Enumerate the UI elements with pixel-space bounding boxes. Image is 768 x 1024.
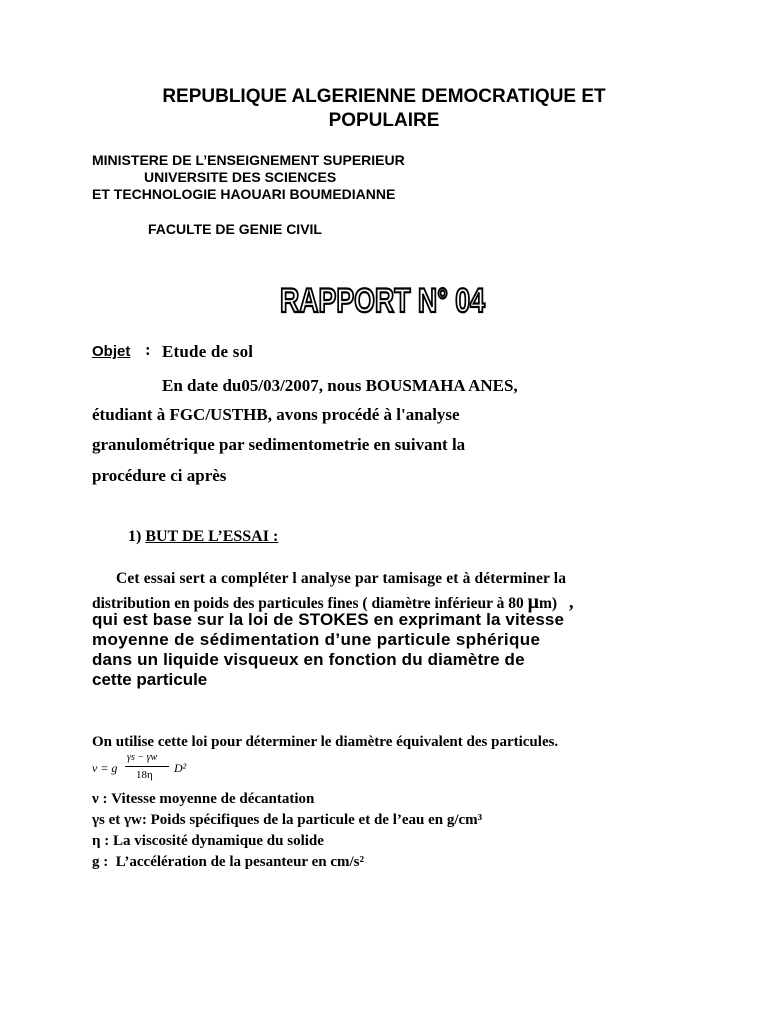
essai-line-6: cette particule [92, 670, 208, 689]
report-title [280, 276, 495, 320]
ministry-line: MINISTERE DE L’ENSEIGNEMENT SUPERIEUR [92, 152, 405, 168]
formula-lhs: ν = g [92, 761, 118, 775]
essai-line-2-comma: , [568, 592, 574, 613]
essai-line-2-text: distribution en poids des particules fines ( diamètre inférieur à 80 [92, 595, 524, 612]
title-line-2: POPULAIRE [328, 110, 440, 131]
viscosity-text: : La viscosité dynamique du solide [104, 833, 324, 849]
essai-line-4: moyenne de sédimentation d’une particule sphérique [92, 630, 541, 649]
velocity-symbol: ν [92, 791, 99, 807]
essai-line-2-unit: m) [538, 595, 558, 612]
definition-gravity [92, 854, 364, 871]
gamma-w-symbol: et γw [108, 812, 142, 828]
faculty-line: FACULTE DE GENIE CIVIL [148, 221, 322, 237]
definition-velocity [92, 791, 314, 808]
essai-line-3: qui est base sur la loi de STOKES en exprimant la vitesse [92, 610, 565, 629]
objet-text: Etude de sol [162, 342, 254, 361]
objet-label: Objet [92, 343, 131, 360]
formula-rhs: D² [174, 761, 187, 775]
essai-line-1: Cet essai sert a compléter l analyse par tamisage et à déterminer la [116, 570, 567, 587]
fraction-bar [125, 766, 169, 767]
section-1-title: BUT DE L’ESSAI : [145, 528, 279, 545]
specific-weights-text: : Poids spécifiques de la particule et de l’eau en g/cm³ [141, 812, 483, 828]
definition-specific-weights [92, 812, 482, 829]
report-title-text: RAPPORT N° 04 [280, 282, 486, 320]
gravity-symbol: g : [92, 854, 109, 870]
section-1-heading [128, 528, 278, 546]
gamma-s-symbol: γs [92, 812, 105, 828]
intro-line-4: procédure ci après [92, 466, 227, 485]
intro-line-2: étudiant à FGC/USTHB, avons procédé à l'analyse [92, 405, 460, 424]
eta-symbol: η [92, 833, 101, 849]
university-line-1: UNIVERSITE DES SCIENCES [144, 169, 337, 185]
micro-symbol: μ [527, 591, 539, 613]
report-title-svg [280, 276, 495, 320]
definition-viscosity [92, 833, 324, 850]
intro-line-1: En date du05/03/2007, nous BOUSMAHA ANES, [162, 376, 518, 395]
essai-line-5: dans un liquide visqueux en fonction du diamètre de [92, 650, 525, 669]
title-line-1: REPUBLIQUE ALGERIENNE DEMOCRATIQUE ET [162, 86, 606, 107]
gravity-text: L’accélération de la pesanteur en cm/s² [115, 854, 364, 870]
formula-numerator: γs − γw [127, 752, 158, 763]
stokes-formula [92, 752, 212, 786]
section-1-number: 1) [128, 528, 142, 545]
loi-intro: On utilise cette loi pour déterminer le diamètre équivalent des particules. [92, 734, 559, 750]
velocity-text: : Vitesse moyenne de décantation [102, 791, 315, 807]
objet-colon: : [145, 340, 151, 359]
intro-line-3: granulométrique par sedimentometrie en suivant la [92, 435, 466, 454]
formula-denominator: 18η [136, 769, 153, 781]
university-line-2: ET TECHNOLOGIE HAOUARI BOUMEDIANNE [92, 186, 396, 202]
